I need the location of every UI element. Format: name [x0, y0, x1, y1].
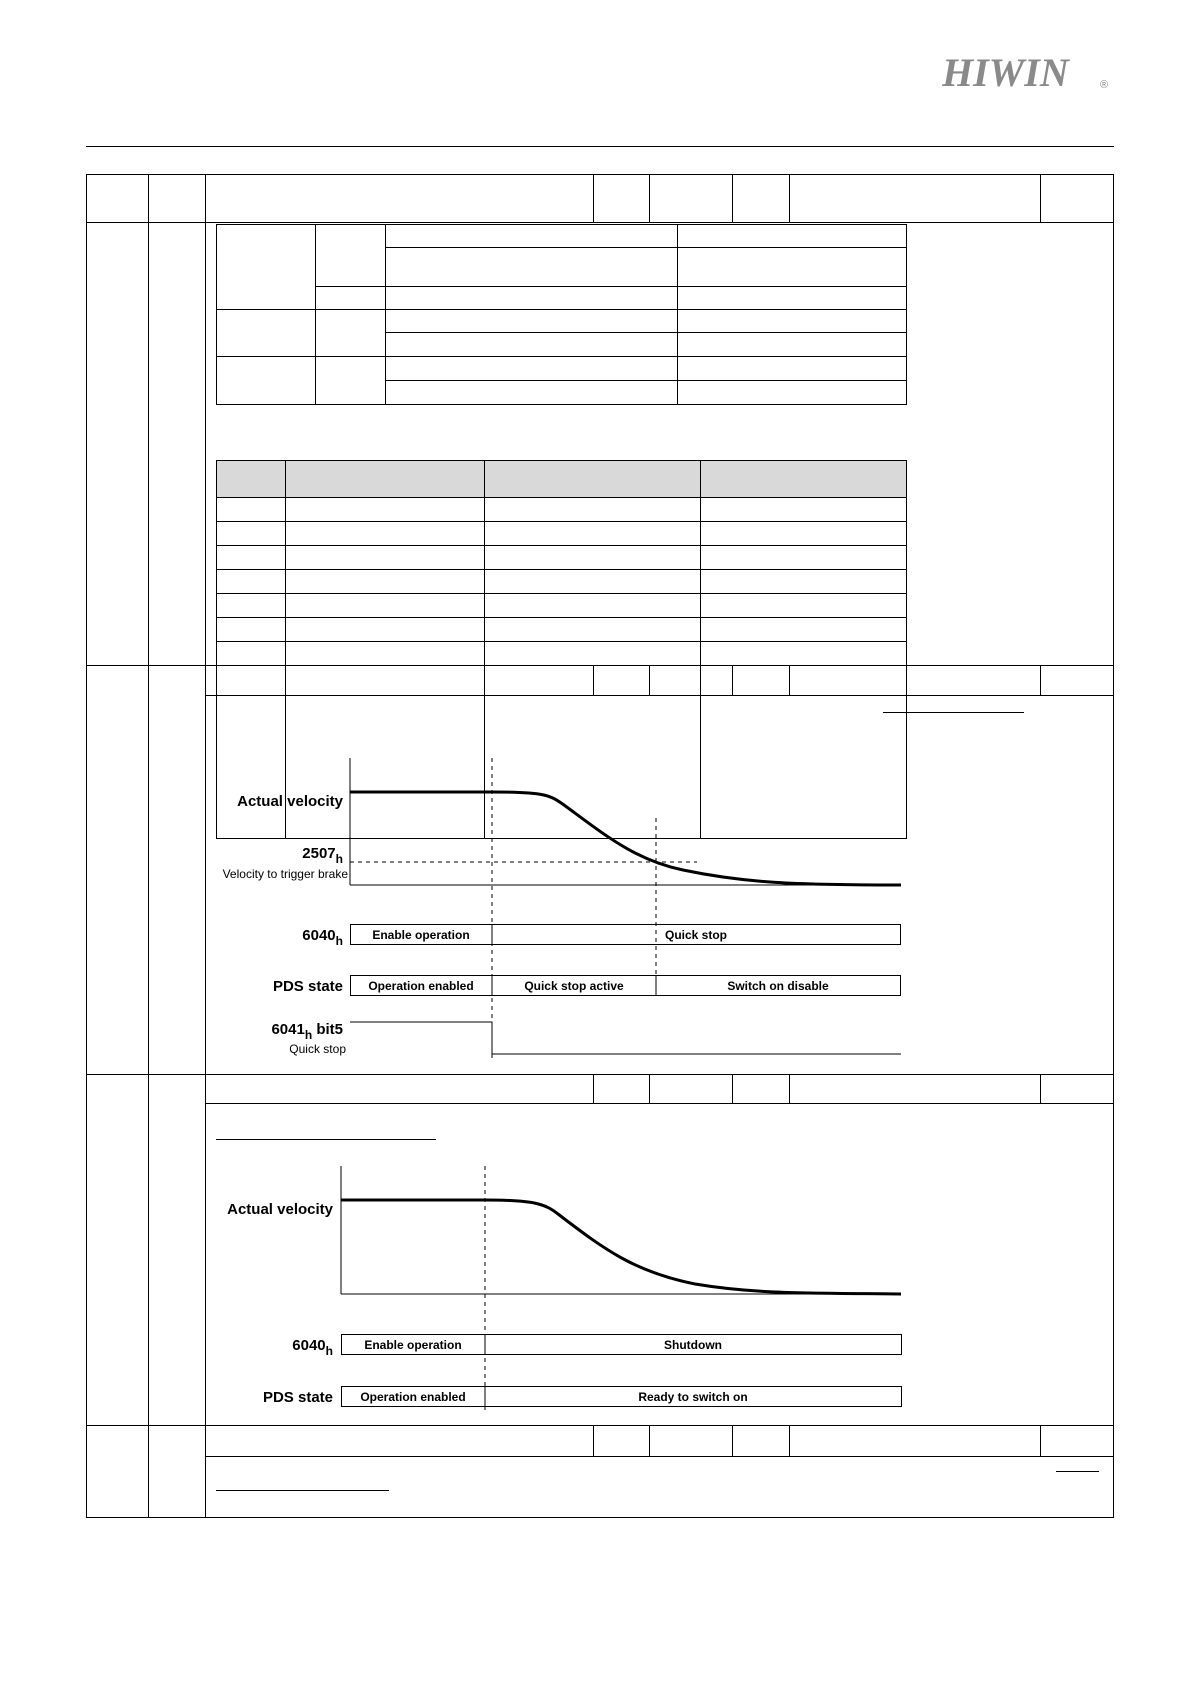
pds-operation-enabled: Operation enabled — [368, 979, 474, 993]
controlword-label: $6040_h$ — [292, 1337, 333, 1358]
logo-text: HIWIN — [942, 50, 1069, 95]
actual-velocity-label: Actual velocity — [237, 793, 343, 810]
brake-caption: Velocity to trigger brake — [222, 867, 348, 881]
velocity-curve — [341, 1200, 901, 1294]
header-rule — [86, 146, 1114, 147]
pds-operation-enabled: Operation enabled — [360, 1390, 466, 1404]
registered-mark: ® — [1100, 79, 1109, 91]
shutdown-timing-diagram — [215, 1160, 915, 1420]
pds-quick-stop-active: Quick stop active — [524, 979, 624, 993]
velocity-curve — [350, 792, 901, 885]
pds-switch-on-disable: Switch on disable — [727, 979, 829, 993]
sub-table-1 — [216, 224, 907, 405]
pds-ready-to-switch-on: Ready to switch on — [638, 1390, 748, 1404]
controlword-shutdown: Shutdown — [664, 1338, 722, 1352]
statusword-caption: Quick stop — [289, 1042, 346, 1056]
pds-state-label: PDS state — [272, 978, 343, 995]
controlword-enable-operation: Enable operation — [372, 928, 470, 942]
actual-velocity-label: Actual velocity — [227, 1201, 333, 1218]
brake-object-label: $2507_h$ — [302, 845, 343, 866]
quick-stop-signal — [350, 1022, 901, 1054]
quick-stop-timing-diagram — [215, 750, 915, 1060]
statusword-label: $6041_h$ bit5 — [271, 1021, 343, 1042]
controlword-label: $6040_h$ — [302, 927, 343, 948]
hiwin-logo — [942, 48, 1112, 98]
pds-state-label: PDS state — [262, 1389, 333, 1406]
controlword-quick-stop: Quick stop — [664, 928, 728, 942]
controlword-enable-operation: Enable operation — [364, 1338, 462, 1352]
